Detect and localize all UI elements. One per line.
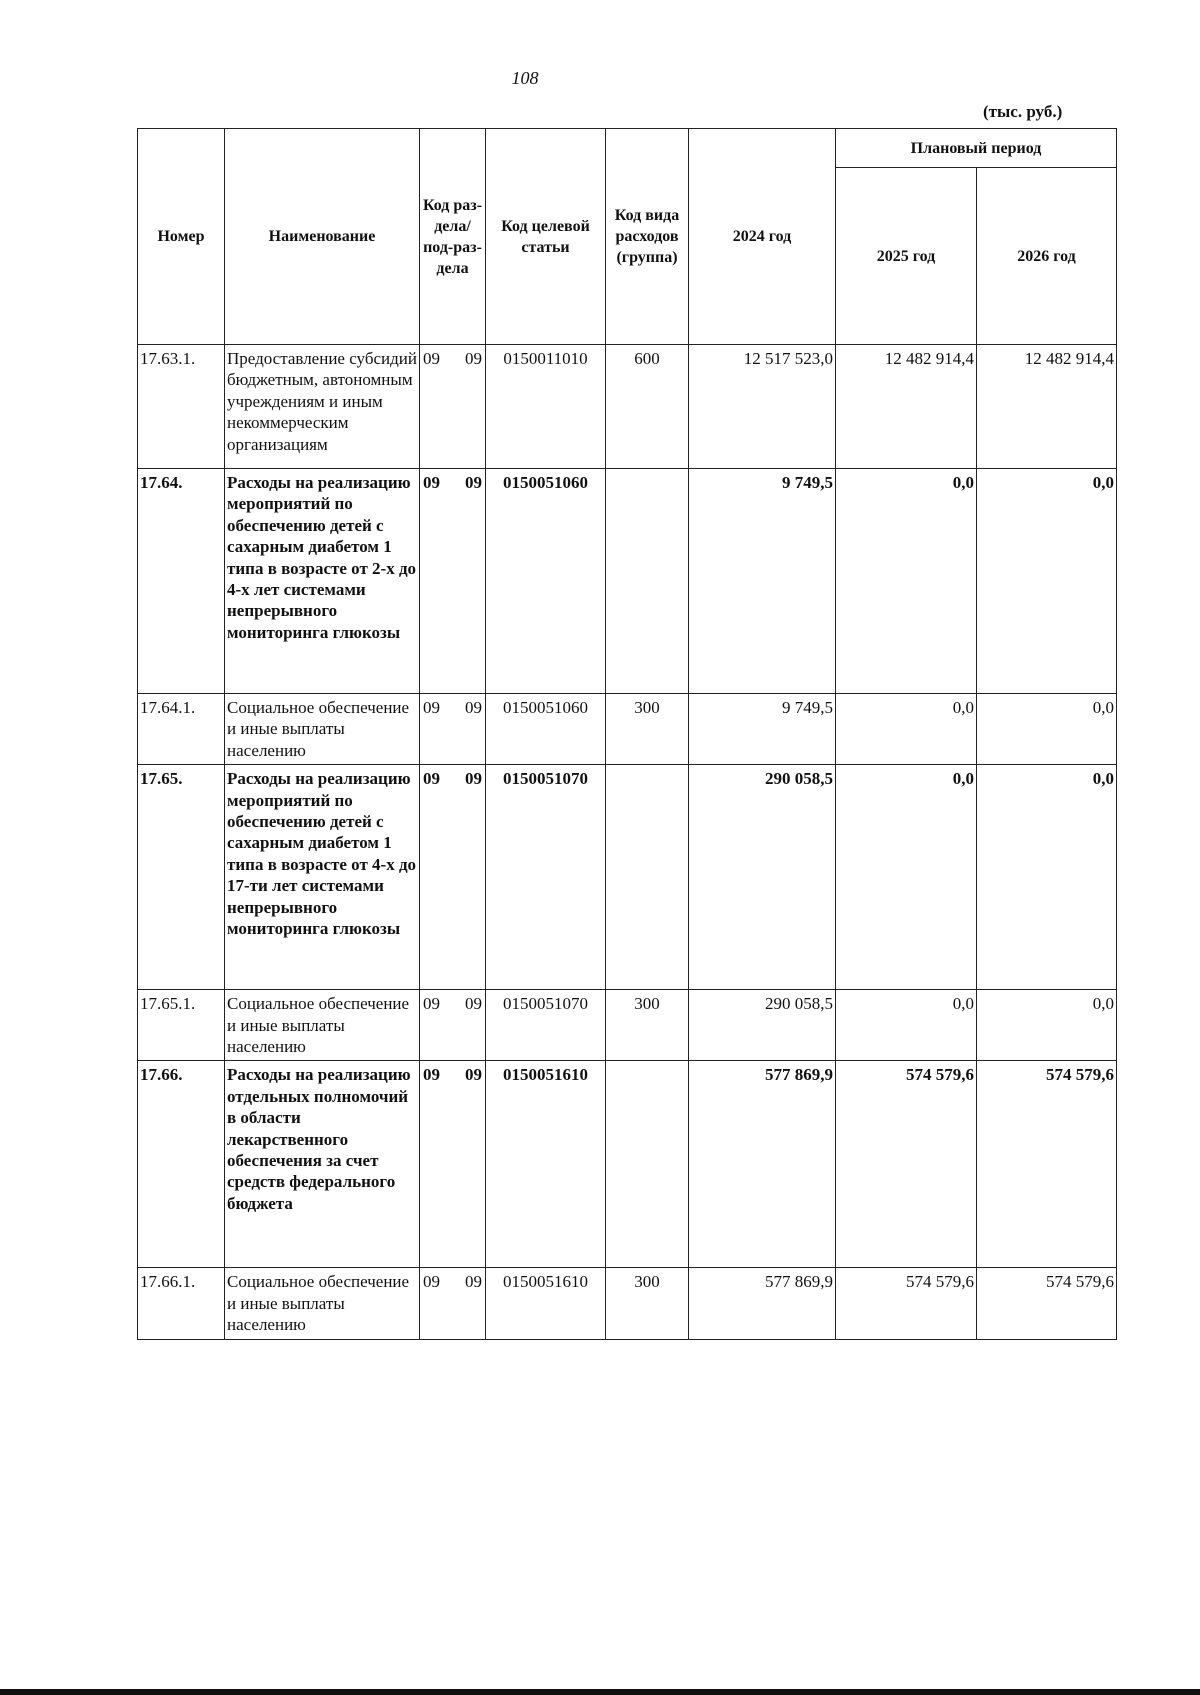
row-amount-2026: 12 482 914,4 — [977, 345, 1117, 469]
row-amount-2024: 12 517 523,0 — [689, 345, 836, 469]
table-body — [138, 345, 1117, 1340]
row-expense-type: 600 — [606, 345, 689, 469]
row-amount-2026: 0,0 — [977, 765, 1117, 990]
row-section: 09 — [423, 698, 440, 717]
header-name: Наименование — [225, 129, 420, 345]
row-subsection: 09 — [465, 994, 482, 1014]
row-section-code — [420, 1061, 486, 1268]
row-number: 17.66.1. — [138, 1268, 225, 1339]
row-amount-2024: 577 869,9 — [689, 1061, 836, 1268]
row-amount-2025: 574 579,6 — [836, 1268, 977, 1339]
row-amount-2026: 0,0 — [977, 469, 1117, 694]
header-number: Номер — [138, 129, 225, 345]
table-row — [138, 1268, 1117, 1339]
row-section-code — [420, 990, 486, 1061]
row-amount-2025: 0,0 — [836, 990, 977, 1061]
row-section: 09 — [423, 1065, 440, 1085]
row-expense-type — [606, 765, 689, 990]
row-subsection: 09 — [465, 698, 482, 717]
row-target-code: 0150051070 — [486, 765, 606, 990]
row-target-code: 0150051060 — [486, 469, 606, 694]
row-section: 09 — [423, 349, 440, 368]
row-subsection: 09 — [465, 473, 482, 492]
header-expense-type: Код вида расходов (группа) — [606, 129, 689, 345]
table-row — [138, 345, 1117, 469]
header-target-code: Код целевой статьи — [486, 129, 606, 345]
row-subsection: 09 — [465, 349, 482, 368]
row-amount-2024: 577 869,9 — [689, 1268, 836, 1339]
row-amount-2026: 0,0 — [977, 990, 1117, 1061]
row-number: 17.66. — [138, 1061, 225, 1268]
table-row — [138, 1061, 1117, 1268]
row-expense-type — [606, 1061, 689, 1268]
row-number: 17.63.1. — [138, 345, 225, 469]
row-name: Социальное обеспечение и иные выплаты населению — [225, 694, 420, 765]
table-row — [138, 990, 1117, 1061]
row-amount-2024: 290 058,5 — [689, 765, 836, 990]
header-year-2025: 2025 год — [836, 168, 977, 345]
row-target-code: 0150051070 — [486, 990, 606, 1061]
header-planned-period: Плановый период — [836, 129, 1117, 168]
row-section: 09 — [423, 1272, 440, 1292]
row-expense-type — [606, 469, 689, 694]
row-name: Социальное обеспечение и иные выплаты населению — [225, 1268, 420, 1339]
row-number: 17.64.1. — [138, 694, 225, 765]
row-amount-2025: 0,0 — [836, 694, 977, 765]
row-amount-2024: 9 749,5 — [689, 469, 836, 694]
row-section-code — [420, 765, 486, 990]
scan-bottom-border — [0, 1689, 1200, 1695]
row-target-code: 0150051610 — [486, 1268, 606, 1339]
row-amount-2026: 0,0 — [977, 694, 1117, 765]
row-target-code: 0150051610 — [486, 1061, 606, 1268]
row-number: 17.64. — [138, 469, 225, 694]
row-amount-2024: 290 058,5 — [689, 990, 836, 1061]
budget-table — [137, 128, 1117, 1340]
row-section: 09 — [423, 769, 440, 789]
header-year-2026: 2026 год — [977, 168, 1117, 345]
row-subsection: 09 — [465, 1065, 482, 1085]
row-amount-2025: 12 482 914,4 — [836, 345, 977, 469]
table-row — [138, 694, 1117, 765]
row-subsection: 09 — [465, 1272, 482, 1292]
row-section-code — [420, 469, 486, 694]
row-amount-2026: 574 579,6 — [977, 1061, 1117, 1268]
row-number: 17.65.1. — [138, 990, 225, 1061]
table-row — [138, 469, 1117, 694]
row-section: 09 — [423, 994, 440, 1014]
row-section-code — [420, 1268, 486, 1339]
row-name: Предоставление субсидий бюджетным, автономным учреждениям и иным некоммерческим организациям — [225, 345, 420, 469]
header-year-2024: 2024 год — [689, 129, 836, 345]
table-header — [138, 129, 1117, 345]
row-amount-2025: 0,0 — [836, 765, 977, 990]
units-label: (тыс. руб.) — [983, 102, 1063, 121]
table-row — [138, 765, 1117, 990]
row-expense-type: 300 — [606, 990, 689, 1061]
row-number: 17.65. — [138, 765, 225, 990]
row-name: Расходы на реализацию отдельных полномочий в области лекарственного обеспечения за счет средств федерального бюджета — [225, 1061, 420, 1268]
header-section-code: Код раз-дела/ под-раз-дела — [420, 129, 486, 345]
row-section: 09 — [423, 473, 440, 492]
row-section-code — [420, 345, 486, 469]
row-section-code — [420, 694, 486, 765]
row-name: Расходы на реализацию мероприятий по обеспечению детей с сахарным диабетом 1 типа в возрасте от 2-х до 4-х лет системами непрерывного мониторинга глюкозы — [225, 469, 420, 694]
page-number: 108 — [511, 68, 539, 88]
row-name: Социальное обеспечение и иные выплаты населению — [225, 990, 420, 1061]
row-amount-2026: 574 579,6 — [977, 1268, 1117, 1339]
row-name: Расходы на реализацию мероприятий по обеспечению детей с сахарным диабетом 1 типа в возрасте от 4-х до 17-ти лет системами непрерывного мониторинга глюкозы — [225, 765, 420, 990]
row-expense-type: 300 — [606, 694, 689, 765]
row-target-code: 0150011010 — [486, 345, 606, 469]
row-target-code: 0150051060 — [486, 694, 606, 765]
row-subsection: 09 — [465, 769, 482, 789]
row-amount-2025: 0,0 — [836, 469, 977, 694]
row-amount-2025: 574 579,6 — [836, 1061, 977, 1268]
row-expense-type: 300 — [606, 1268, 689, 1339]
row-amount-2024: 9 749,5 — [689, 694, 836, 765]
